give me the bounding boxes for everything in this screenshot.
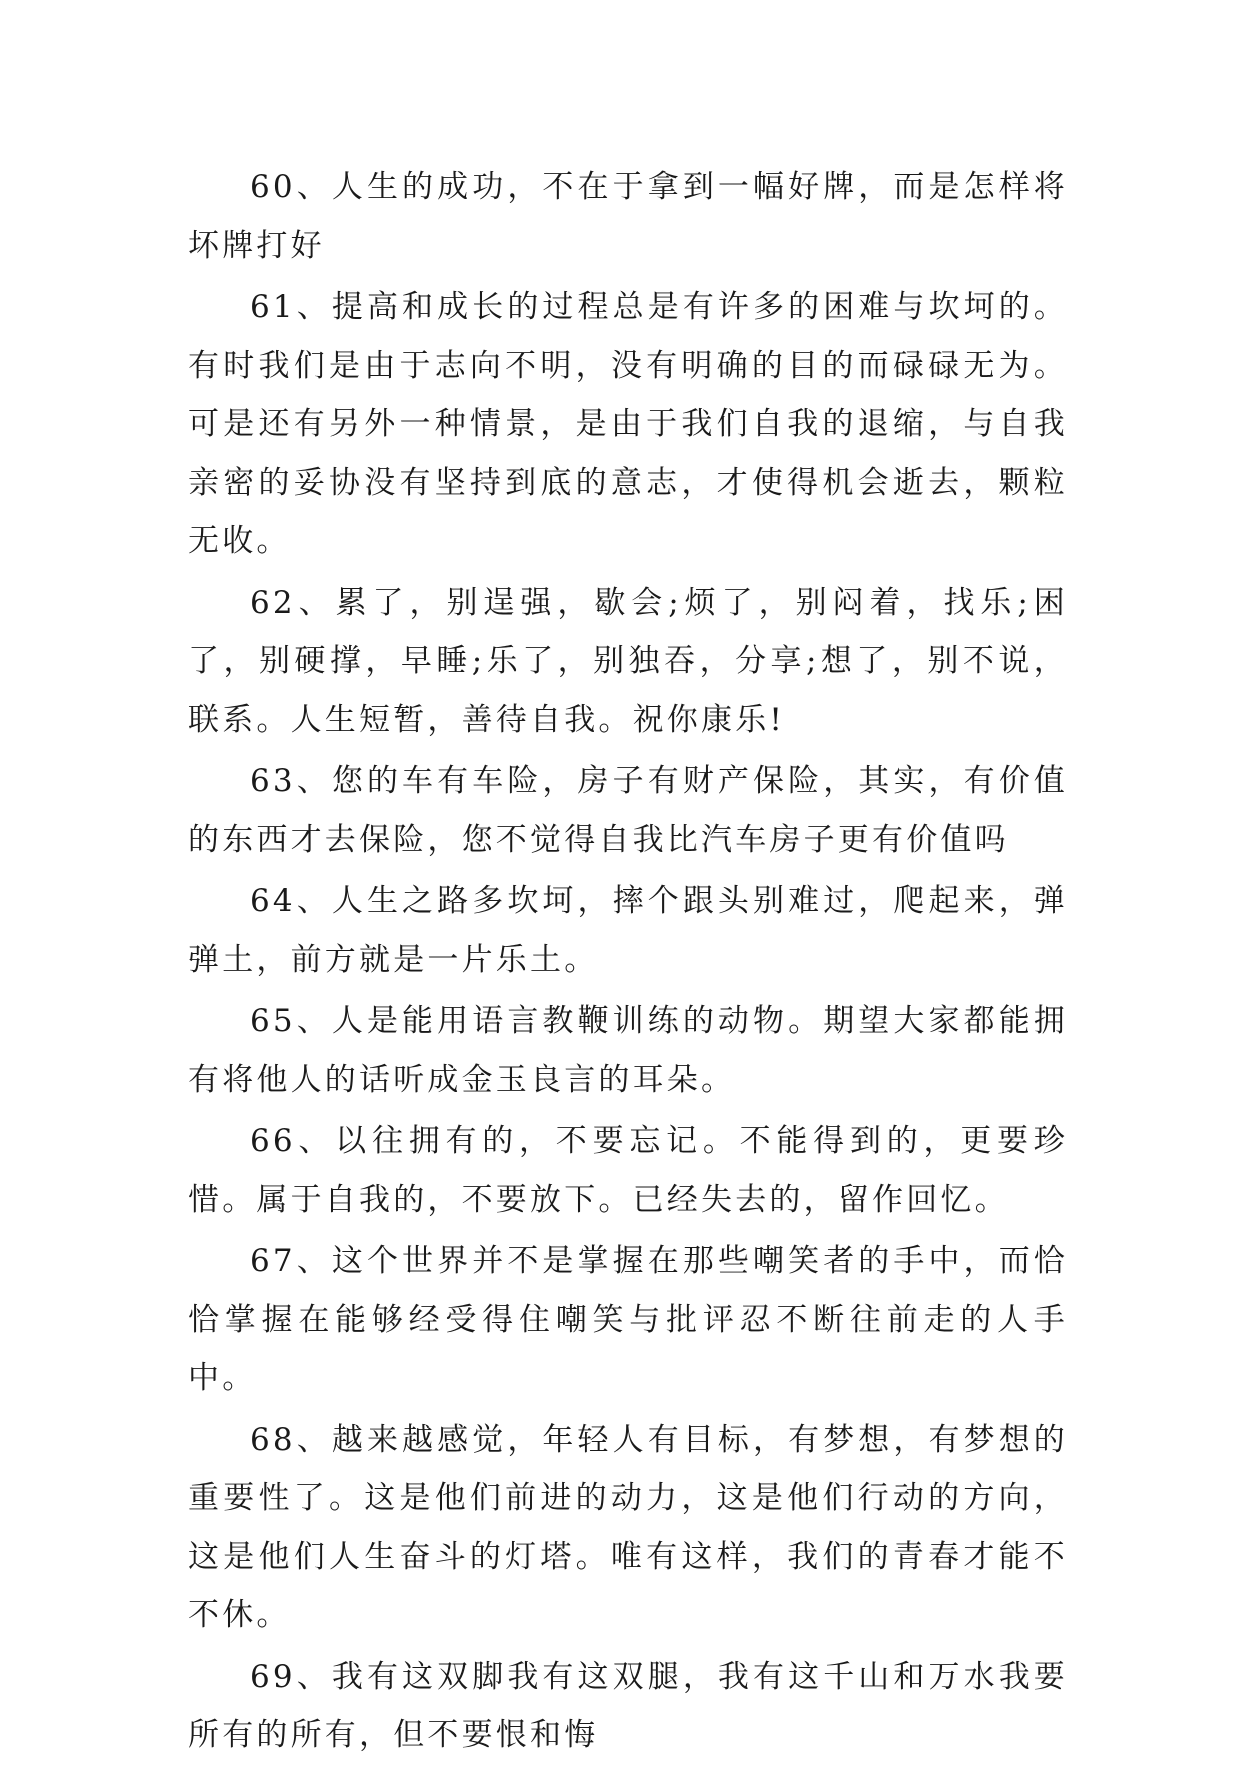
paragraph-64: 64、人生之路多坎坷，摔个跟头别难过，爬起来，弹弹土，前方就是一片乐土。: [188, 883, 1068, 978]
paragraph-62: 62、累了，别逞强，歇会;烦了，别闷着，找乐;困了，别硬撑，早睡;乐了，别独吞，分享;想了，别不说，联系。人生短暂，善待自我。祝你康乐!: [188, 584, 1068, 738]
paragraph-63: 63、您的车有车险，房子有财产保险，其实，有价值的东西才去保险，您不觉得自我比汽车房子更有价值吗: [188, 763, 1068, 858]
paragraph-66: 66、以往拥有的，不要忘记。不能得到的，更要珍惜。属于自我的，不要放下。已经失去的，留作回忆。: [188, 1123, 1068, 1218]
paragraph-67: 67、这个世界并不是掌握在那些嘲笑者的手中，而恰恰掌握在能够经受得住嘲笑与批评忍不断往前走的人手中。: [188, 1243, 1068, 1396]
paragraph-68: 68、越来越感觉，年轻人有目标，有梦想，有梦想的重要性了。这是他们前进的动力，这是他们行动的方向，这是他们人生奋斗的灯塔。唯有这样，我们的青春才能不不休。: [188, 1421, 1068, 1633]
document-body: [188, 158, 1068, 1768]
paragraph-69: 69、我有这双脚我有这双腿，我有这千山和万水我要所有的所有，但不要恨和悔: [188, 1658, 1068, 1753]
paragraph-65: 65、人是能用语言教鞭训练的动物。期望大家都能拥有将他人的话听成金玉良言的耳朵。: [188, 1003, 1068, 1098]
paragraph-60: 60、人生的成功，不在于拿到一幅好牌，而是怎样将坏牌打好: [188, 169, 1068, 264]
paragraph-61: 61、提高和成长的过程总是有许多的困难与坎坷的。有时我们是由于志向不明，没有明确的目的而碌碌无为。可是还有另外一种情景，是由于我们自我的退缩，与自我亲密的妥协没有坚持到底的意志，才使得机会逝去，颗粒无收。: [188, 289, 1068, 559]
